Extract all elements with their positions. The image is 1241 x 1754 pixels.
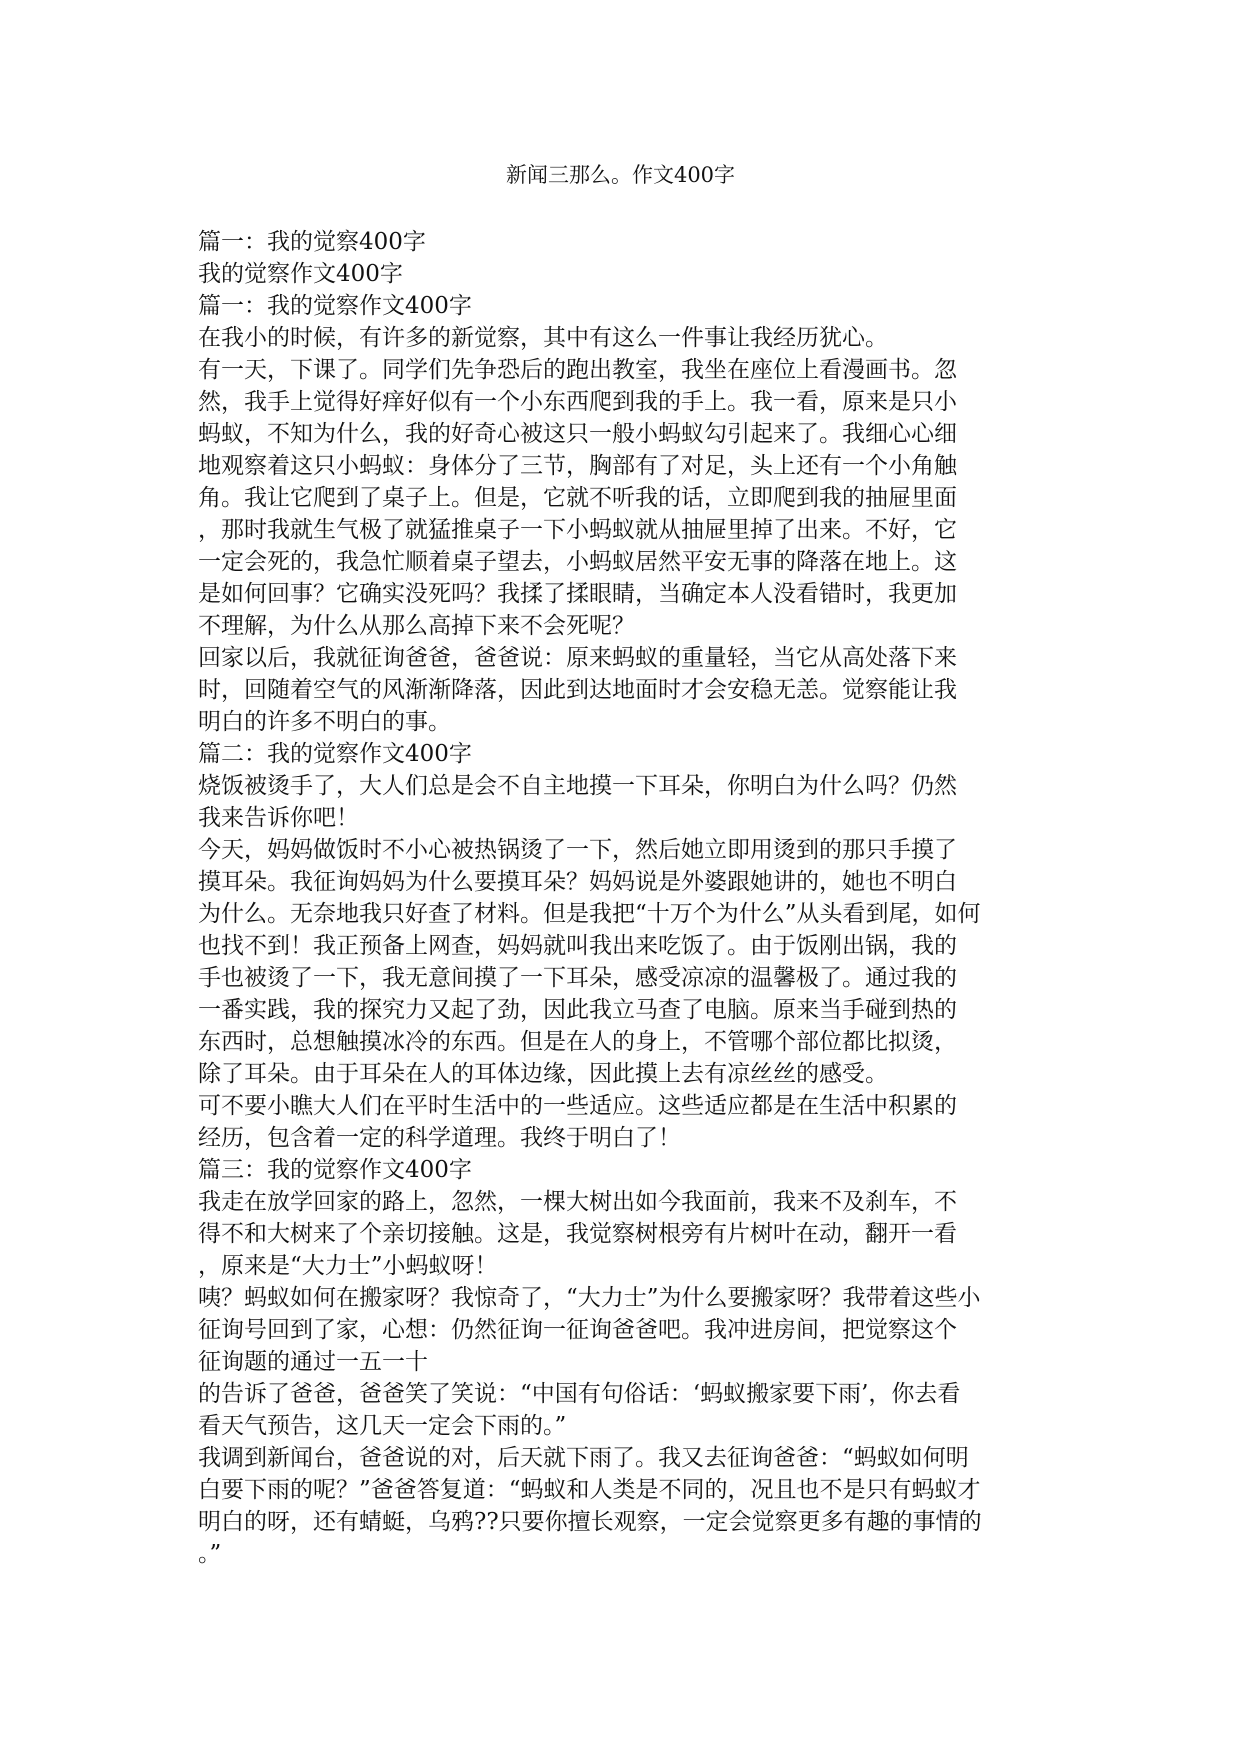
body-line: ，原来是“大力士”小蚂蚁呀！ [198, 1253, 498, 1279]
body-line: 篇二：我的觉察作文400字 [198, 741, 472, 767]
body-line: 我走在放学回家的路上，忽然，一棵大树出如今我面前，我来不及刹车，不 [198, 1189, 957, 1215]
body-line: 手也被烫了一下，我无意间摸了一下耳朵，感受凉凉的温馨极了。通过我的 [198, 965, 957, 991]
body-line: 为什么。无奈地我只好查了材料。但是我把“十万个为什么”从头看到尾，如何 [198, 901, 981, 927]
body-line: 不理解，为什么从那么高掉下来不会死呢？ [198, 613, 635, 639]
body-line: 一番实践，我的探究力又起了劲，因此我立马查了电脑。原来当手碰到热的 [198, 997, 957, 1023]
body-line: 明白的呀，还有蜻蜓，乌鸦??只要你擅长观察，一定会觉察更多有趣的事情的 [198, 1509, 982, 1535]
body-line: 回家以后，我就征询爸爸，爸爸说：原来蚂蚁的重量轻，当它从高处落下来 [198, 645, 957, 671]
body-line: 我的觉察作文400字 [198, 261, 403, 287]
body-line: 东西时，总想触摸冰冷的东西。但是在人的身上，不管哪个部位都比拟烫， [198, 1029, 957, 1055]
body-line: 征询题的通过一五一十 [198, 1349, 428, 1375]
body-line: 咦？蚂蚁如何在搬家呀？我惊奇了，“大力士”为什么要搬家呀？我带着这些小 [198, 1285, 981, 1311]
body-line: 烧饭被烫手了，大人们总是会不自主地摸一下耳朵，你明白为什么吗？仍然 [198, 773, 957, 799]
body-line: 今天，妈妈做饭时不小心被热锅烫了一下，然后她立即用烫到的那只手摸了 [198, 837, 957, 863]
body-line: 角。我让它爬到了桌子上。但是，它就不听我的话，立即爬到我的抽屉里面 [198, 485, 957, 511]
body-line: 时，回随着空气的风渐渐降落，因此到达地面时才会安稳无恙。觉察能让我 [198, 677, 957, 703]
body-line: 。” [198, 1541, 222, 1567]
body-line: ，那时我就生气极了就猛推桌子一下小蚂蚁就从抽屉里掉了出来。不好，它 [198, 517, 957, 543]
body-line: 经历，包含着一定的科学道理。我终于明白了！ [198, 1125, 681, 1151]
body-line: 得不和大树来了个亲切接触。这是，我觉察树根旁有片树叶在动，翻开一看 [198, 1221, 957, 1247]
body-line: 篇三：我的觉察作文400字 [198, 1157, 472, 1183]
body-line: 篇一：我的觉察400字 [198, 229, 426, 255]
body-line: 除了耳朵。由于耳朵在人的耳体边缘，因此摸上去有凉丝丝的感受。 [198, 1061, 888, 1087]
body-line: 摸耳朵。我征询妈妈为什么要摸耳朵？妈妈说是外婆跟她讲的，她也不明白 [198, 869, 957, 895]
body-line: 有一天，下课了。同学们先争恐后的跑出教室，我坐在座位上看漫画书。忽 [198, 357, 957, 383]
body-line: 可不要小瞧大人们在平时生活中的一些适应。这些适应都是在生活中积累的 [198, 1093, 957, 1119]
body-line: 我来告诉你吧！ [198, 805, 359, 831]
body-line: 明白的许多不明白的事。 [198, 709, 451, 735]
document-body [198, 226, 1038, 1570]
body-line: 也找不到！我正预备上网查，妈妈就叫我出来吃饭了。由于饭刚出锅，我的 [198, 933, 957, 959]
body-line: 征询号回到了家，心想：仍然征询一征询爸爸吧。我冲进房间，把觉察这个 [198, 1317, 957, 1343]
body-line: 蚂蚁，不知为什么，我的好奇心被这只一般小蚂蚁勾引起来了。我细心心细 [198, 421, 957, 447]
body-line: 篇一：我的觉察作文400字 [198, 293, 472, 319]
body-line: 在我小的时候，有许多的新觉察，其中有这么一件事让我经历犹心。 [198, 325, 888, 351]
body-line: 的告诉了爸爸，爸爸笑了笑说：“中国有句俗话：‘蚂蚁搬家要下雨’，你去看 [198, 1381, 961, 1407]
document-title: 新闻三那么。作文400字 [505, 163, 736, 187]
body-line: 地观察着这只小蚂蚁：身体分了三节，胸部有了对足，头上还有一个小角触 [198, 453, 957, 479]
body-line: 然，我手上觉得好痒好似有一个小东西爬到我的手上。我一看，原来是只小 [198, 389, 957, 415]
body-line: 白要下雨的呢？”爸爸答复道：“蚂蚁和人类是不同的，况且也不是只有蚂蚁才 [198, 1477, 981, 1503]
body-line: 是如何回事？它确实没死吗？我揉了揉眼睛，当确定本人没看错时，我更加 [198, 581, 957, 607]
body-line: 看天气预告，这几天一定会下雨的。” [198, 1413, 567, 1439]
body-line: 一定会死的，我急忙顺着桌子望去，小蚂蚁居然平安无事的降落在地上。这 [198, 549, 957, 575]
body-line: 我调到新闻台，爸爸说的对，后天就下雨了。我又去征询爸爸：“蚂蚁如何明 [198, 1445, 969, 1471]
